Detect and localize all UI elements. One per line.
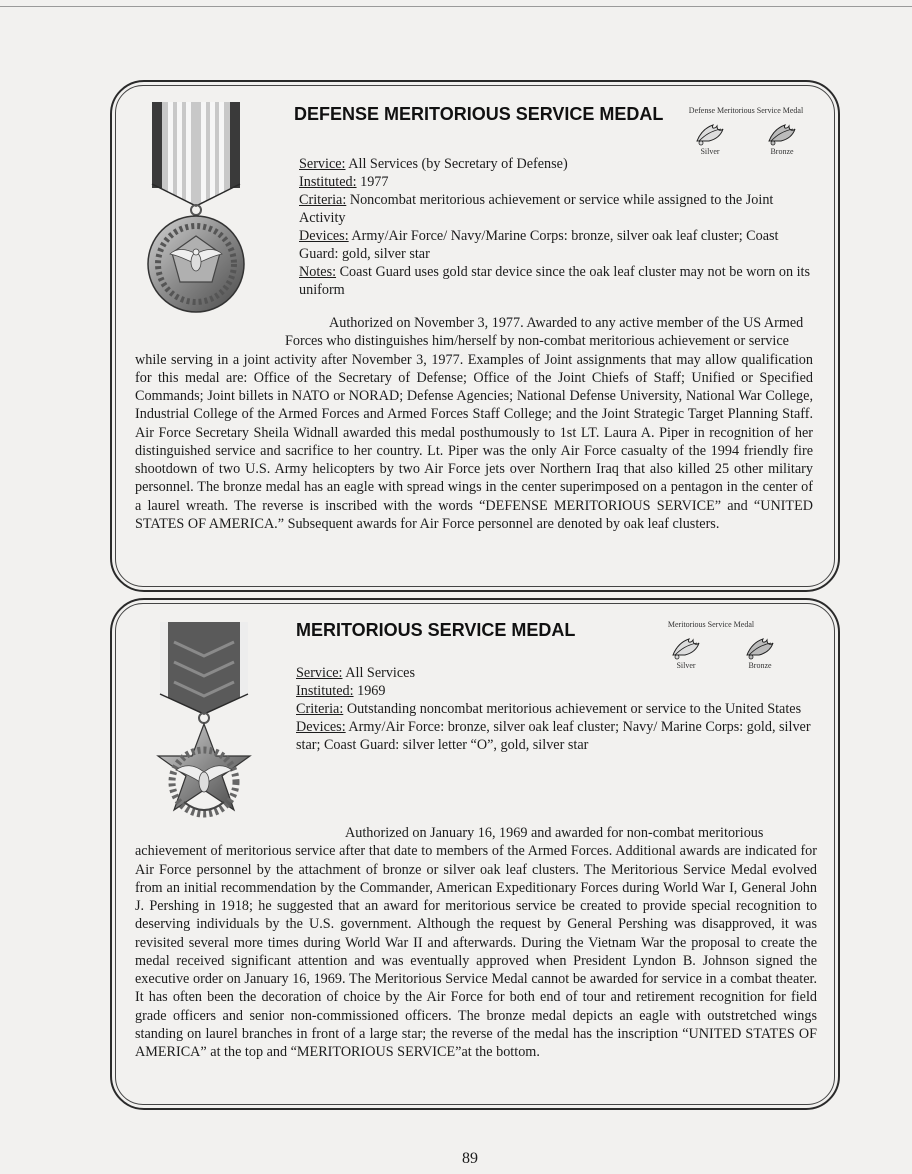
service-row: Service: All Services [296,665,415,681]
oak-leaf-cluster-icon [671,635,701,661]
device-label: Bronze [770,147,794,156]
oak-leaf-cluster-icon [695,121,725,147]
instituted-row: Instituted: 1977 [299,174,389,190]
criteria-row: Criteria: Noncombat meritorious achievement or service while assigned to the Joint Activity [299,192,774,226]
devices-row: Devices: Army/Air Force/ Navy/Marine Corps: bronze, silver oak leaf cluster; Coast Guard: gold, silver star [299,228,779,262]
medal-title: MERITORIOUS SERVICE MEDAL [296,620,576,640]
service-row: Service: All Services (by Secretary of Defense) [299,156,568,172]
oak-leaf-cluster-icon [767,121,797,147]
device-legend [636,620,786,670]
page-number: 89 [462,1150,478,1167]
device-label: Silver [676,661,696,670]
instituted-row: Instituted: 1969 [296,683,386,699]
criteria-row: Criteria: Outstanding noncombat meritorious achievement or service to the United States [296,701,802,717]
medal-facts [296,664,811,754]
medal-facts [299,155,814,299]
bronze-oak-leaf-cluster [764,121,800,156]
medal-description: Authorized on November 3, 1977. Awarded to any active member of the US Armed Forces who distinguishes him/herself by non-combat meritorious achievement or service while serving in a joint activity after November 3, 1977. Examples of Joint assignments that may allow qualification for this medal are: Office of the Secretary of Defense; Office of the Joint Chiefs of Staff; Unified or Specified Commands; Joint billets in NATO or NORAD; Defense Agencies; National Defense University, National War College, Industrial College of the Armed Forces and Armed Forces Staff College; and the Joint Strategic Target Planning Staff. Air Force Secretary Sheila Widnall awarded this medal posthumously to 1st LT. Laura A. Piper in recognition of her distinguished service and sacrifice to her country. Lt. Piper was the only Air Force casualty of the 1994 friendly fire shootdown of two U.S. Army helicopters by two Air Force jets over Northern Iraq that also killed 25 other military personnel. The bronze medal has an eagle with spread wings in the center superimposed on a pentagon in the center of a laurel wreath. The reverse is inscribed with the words “DEFENSE MERITORIOUS SERVICE” and “UNITED STATES OF AMERICA.” Subsequent awards for Air Force personnel are denoted by oak leaf clusters. [135,315,813,532]
medal-card-meritorious [110,598,840,1110]
oak-leaf-cluster-icon [745,635,775,661]
defense-meritorious-service-medal-image [146,102,246,322]
silver-oak-leaf-cluster [692,121,728,156]
notes-row: Notes: Coast Guard uses gold star device since the oak leaf cluster may not be worn on its uniform [299,264,811,298]
devices-row: Devices: Army/Air Force: bronze, silver oak leaf cluster; Navy/ Marine Corps: gold, silver star; Coast Guard: silver letter “O”, gold, silver star [296,719,811,753]
device-legend [676,106,816,156]
page-top-rule [0,6,912,7]
medal-title: DEFENSE MERITORIOUS SERVICE MEDAL [294,104,664,124]
device-label: Bronze [748,661,772,670]
meritorious-service-medal-image [154,622,254,832]
medal-description: Authorized on January 16, 1969 and awarded for non-combat meritorious achievement of meritorious service after that date to members of the Armed Forces. Additional awards are indicated for Air Force personnel by the attachment of bronze or silver oak leaf clusters. The Meritorious Service Medal evolved from an initial recommendation by the Commander, American Expeditionary Forces during World War I, General John J. Pershing in 1918; he suggested that an award for meritorious service be created to provide special recognition to deserving individuals by the U.S. government. Although the request by General Pershing was disapproved, it was revisited several more times during World War II and afterwards. During the Vietnam War the proposal to create the medal received significant attention and was eventually approved when President Lyndon B. Johnson signed the executive order on January 16, 1969. The Meritorious Service Medal cannot be awarded for service in a combat theater. It has often been the decoration of choice by the Air Force for both end of tour and retirement recognition for field grade officers and senior non-commissioned officers. The bronze medal depicts an eagle with outstretched wings standing on laurel branches in front of a large star; the reverse of the medal has the inscription “UNITED STATES OF AMERICA” at the top and “MERITORIOUS SERVICE”at the bottom. [135,825,817,1060]
device-legend-caption: Defense Meritorious Service Medal [688,106,804,115]
device-label: Silver [700,147,720,156]
device-legend-caption: Meritorious Service Medal [667,620,755,629]
medal-card-defense-meritorious [110,80,840,592]
